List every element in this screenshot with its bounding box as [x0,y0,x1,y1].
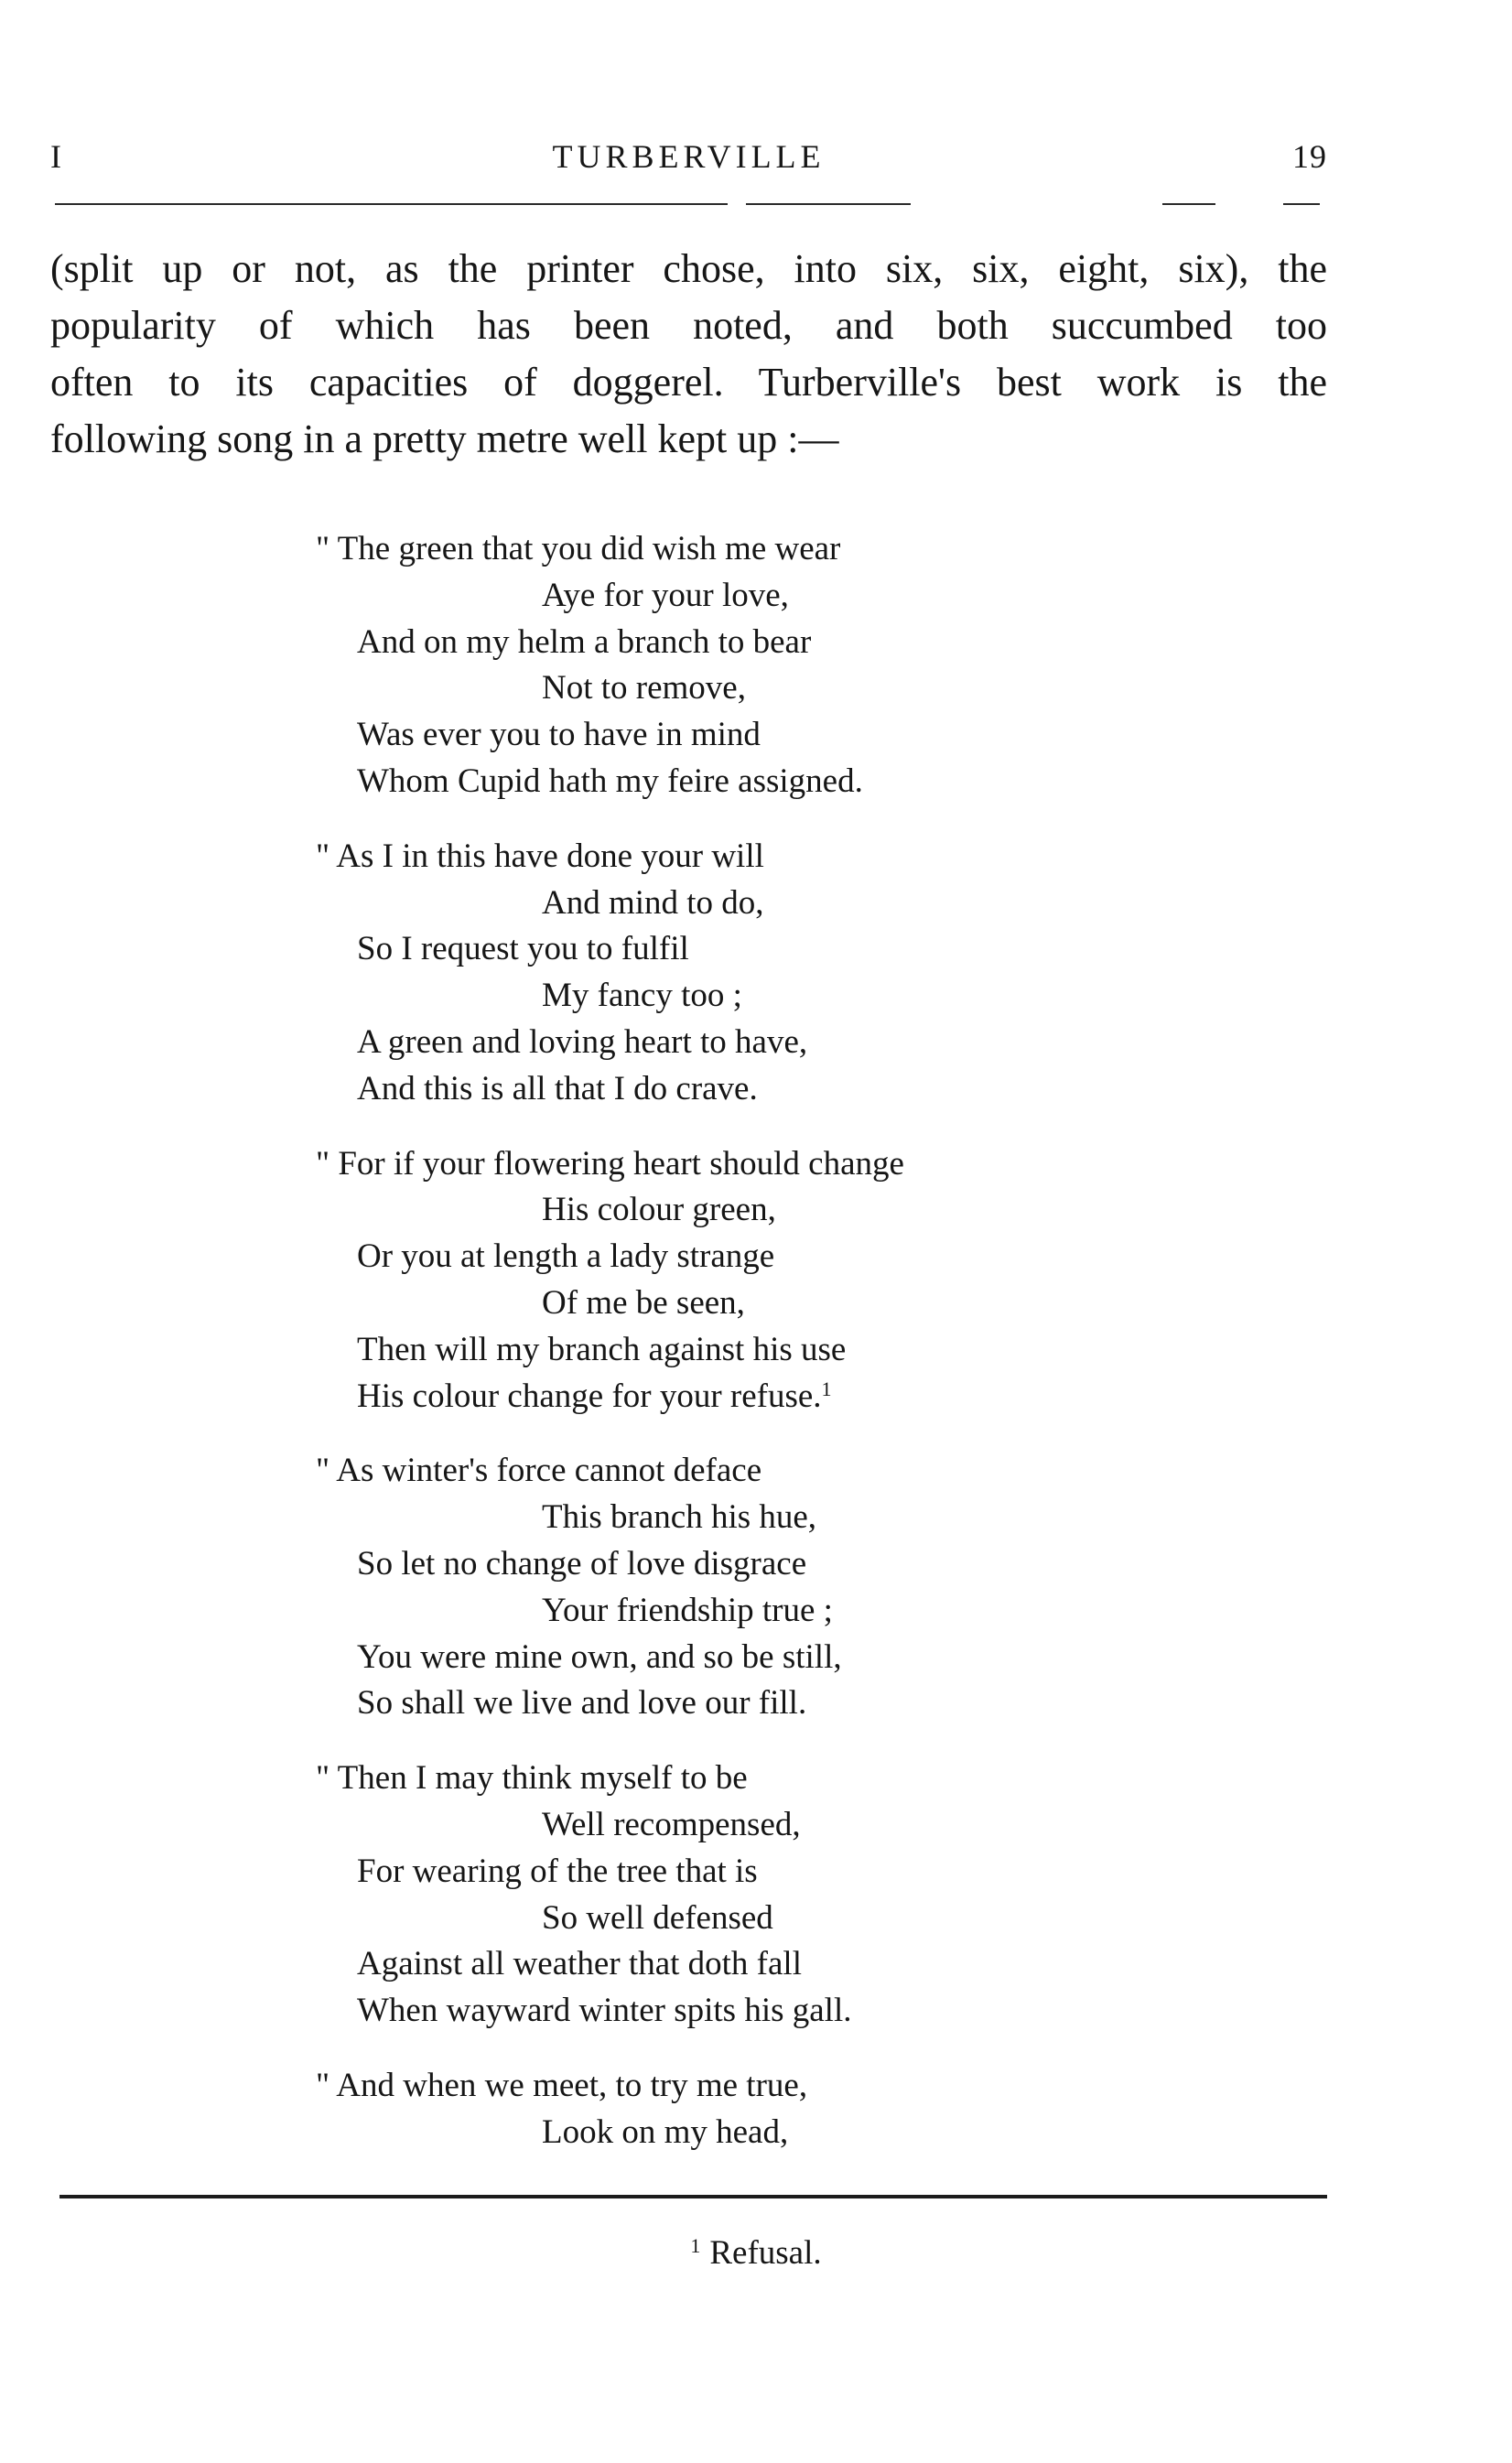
verse-line: " For if your flowering heart should change [316,1144,904,1183]
verse-line: So I request you to fulfil [357,930,689,968]
stanza [316,2063,1231,2156]
header-rule [1283,203,1320,205]
verse-line: Your friendship true ; [542,1591,833,1629]
running-head-title: TURBERVILLE [552,138,826,175]
header-rule [55,203,728,205]
verse-line: For wearing of the tree that is [357,1852,758,1890]
stanza [316,1755,1231,2035]
prose-line: often to its capacities of doggerel. Turberville's best work is the [50,360,1327,405]
verse-line: My fancy too ; [542,977,742,1015]
verse-line: Not to remove, [542,669,746,708]
verse-line: " Then I may think myself to be [316,1759,748,1798]
stanza [316,526,1231,805]
verse-line: So shall we live and love our fill. [357,1684,807,1723]
verse-line: Then will my branch against his use [357,1330,847,1368]
stanza [316,1448,1231,1727]
footnote-reference: 1 [821,1377,832,1400]
verse-line: Whom Cupid hath my feire assigned. [357,762,863,800]
verse-line: A green and loving heart to have, [357,1022,808,1061]
verse-line: Well recompensed, [542,1805,801,1843]
verse-line: And on my helm a branch to bear [357,622,812,661]
verse-line: " And when we meet, to try me true, [316,2066,808,2104]
page-number: 19 [1292,138,1327,175]
verse-line: " The green that you did wish me wear [316,530,841,567]
verse-line: " As I in this have done your will [316,837,764,875]
poem [316,526,1231,2185]
header-rule [1162,203,1215,205]
prose-line: (split up or not, as the printer chose, into six, six, eight, six), the [50,246,1327,291]
verse-line: So well defensed [542,1898,773,1937]
footnote [0,2233,1512,2273]
verse-line: Aye for your love, [542,576,789,614]
footnote-marker: 1 [690,2234,701,2257]
prose-line: popularity of which has been noted, and both succumbed too [50,303,1327,348]
verse-line: Against all weather that doth fall [357,1945,802,1983]
verse-line: And mind to do, [542,883,764,922]
verse-line: Or you at length a lady strange [357,1237,775,1276]
verse-line: So let no change of love disgrace [357,1544,807,1583]
verse-line: His colour green, [542,1191,776,1229]
verse-line: When wayward winter spits his gall. [357,1992,852,2030]
verse-line: Look on my head, [542,2112,789,2151]
verse-line: You were mine own, and so be still, [357,1637,842,1676]
verse-line [357,1374,1231,1421]
verse-line: Of me be seen, [542,1283,745,1322]
footnote-text: Refusal. [709,2234,822,2272]
prose-line: following song in a pretty metre well kept up :— [50,416,839,461]
verse-line: " As winter's force cannot deface [316,1452,762,1490]
verse-text: His colour change for your refuse. [357,1377,822,1415]
stanza [316,834,1231,1113]
stanza [316,1141,1231,1421]
verse-line: This branch his hue, [542,1498,817,1537]
verse-line: And this is all that I do crave. [357,1069,758,1107]
prose-paragraph [50,241,1327,468]
verse-line: Was ever you to have in mind [357,716,761,754]
running-head [50,137,1327,183]
header-rule [746,203,911,205]
running-head-left: I [50,138,65,175]
footnote-rule [59,2195,1327,2198]
